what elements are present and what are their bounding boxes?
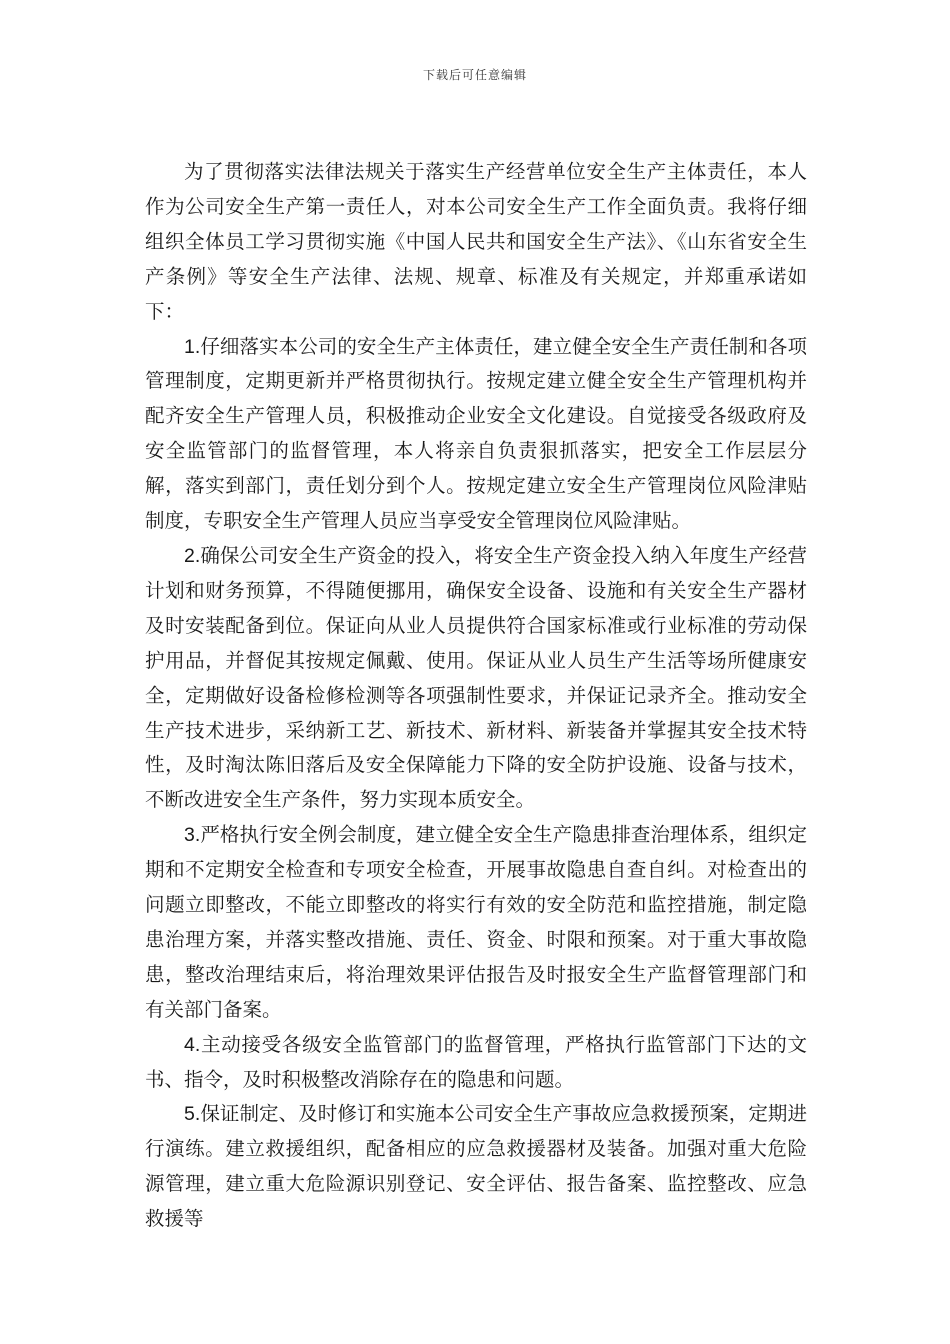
item-number: 1. [184,335,201,358]
item-text: 确保公司安全生产资金的投入，将安全生产资金投入纳入年度生产经营计划和财务预算，不得随便挪用，确保安全设备、设施和有关安全生产器材及时安装配备到位。保证向从业人员提供符合国家标准或行业标准的劳动保护用品，并督促其按规定佩戴、使用。保证从业人员生产生活等场所健康安全，定期做好设备检修检测等各项强制性要求，并保证记录齐全。推动安全生产技术进步，采纳新工艺、新技术、新材料、新装备并掌握其安全技术特性，及时淘汰陈旧落后及安全保障能力下降的安全防护设施、设备与技术，不断改进安全生产条件，努力实现本质安全。 [145,543,807,812]
document-body [145,155,807,1237]
item-number: 4. [184,1033,201,1056]
page-header: 下载后可任意编辑 [422,68,527,82]
commitment-item-4 [145,1028,807,1098]
commitment-item-3 [145,818,807,1027]
commitment-item-2 [145,539,807,818]
item-text: 严格执行安全例会制度，建立健全安全生产隐患排查治理体系，组织定期和不定期安全检查和专项安全检查，开展事故隐患自查自纠。对检查出的问题立即整改，不能立即整改的将实行有效的安全防范和监控措施，制定隐患治理方案，并落实整改措施、责任、资金、时限和预案。对于重大事故隐患，整改治理结束后，将治理效果评估报告及时报安全生产监督管理部门和有关部门备案。 [145,823,807,1021]
item-text: 主动接受各级安全监管部门的监督管理，严格执行监管部门下达的文书、指令，及时积极整改消除存在的隐患和问题。 [145,1032,807,1091]
commitment-item-5 [145,1097,807,1237]
commitment-item-1 [145,330,807,539]
item-text: 仔细落实本公司的安全生产主体责任，建立健全安全生产责任制和各项管理制度，定期更新并严格贯彻执行。按规定建立健全安全生产管理机构并配齐安全生产管理人员，积极推动企业安全文化建设。自觉接受各级政府及安全监管部门的监督管理，本人将亲自负责狠抓落实，把安全工作层层分解，落实到部门，责任划分到个人。按规定建立安全生产管理岗位风险津贴制度，专职安全生产管理人员应当享受安全管理岗位风险津贴。 [145,334,807,533]
item-number: 2. [184,544,201,567]
item-number: 5. [184,1103,201,1126]
item-number: 3. [184,824,201,847]
intro-paragraph: 为了贯彻落实法律法规关于落实生产经营单位安全生产主体责任，本人作为公司安全生产第一责任人，对本公司安全生产工作全面负责。我将仔细组织全体员工学习贯彻实施《中国人民共和国安全生产法》、《山东省安全生产条例》等安全生产法律、法规、规章、标准及有关规定，并郑重承诺如下： [145,160,807,323]
item-text: 保证制定、及时修订和实施本公司安全生产事故应急救援预案，定期进行演练。建立救援组织，配备相应的应急救援器材及装备。加强对重大危险源管理，建立重大危险源识别登记、安全评估、报告备案、监控整改、应急救援等 [145,1102,807,1231]
